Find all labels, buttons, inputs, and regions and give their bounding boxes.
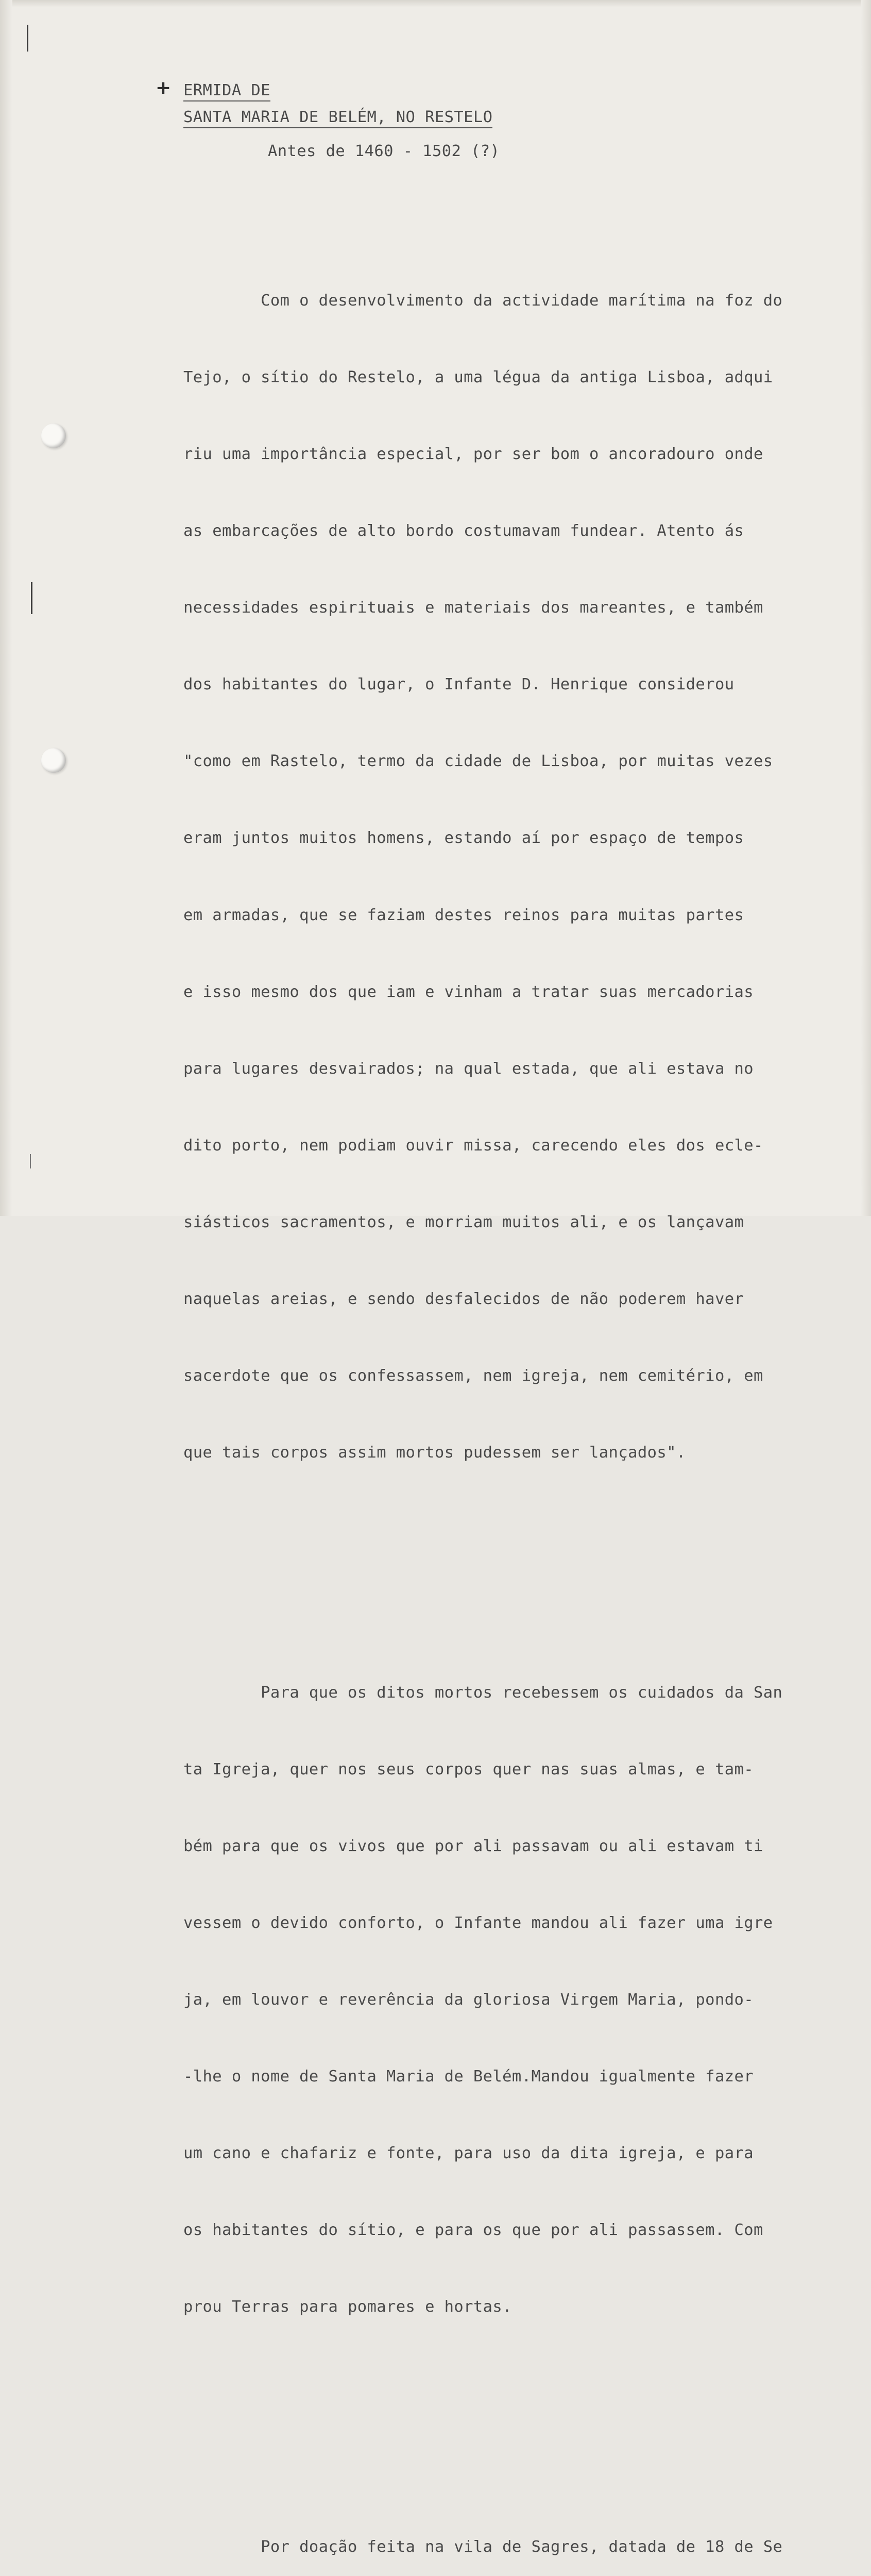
paragraph-1 <box>183 236 853 1517</box>
title-line-1-text: ERMIDA DE <box>183 81 270 101</box>
text-line: Por doação feita na vila de Sagres, datada de 18 de Se <box>183 2537 783 2556</box>
text-line: eram juntos muitos homens, estando aí por espaço de tempos <box>183 829 744 848</box>
text-line: naquelas areias, e sendo desfalecidos de não poderem haver <box>183 1290 744 1309</box>
punch-hole <box>41 423 66 448</box>
text-line: os habitantes do sítio, e para os que por ali passassem. Com <box>183 2221 763 2240</box>
text-line: riu uma importância especial, por ser bom o ancoradouro onde <box>183 445 763 463</box>
text-line: ja, em louvor e reverência da gloriosa Virgem Maria, pondo- <box>183 1990 754 2009</box>
text-line: bém para que os vivos que por ali passavam ou ali estavam ti <box>183 1837 763 1855</box>
body-text <box>183 185 853 2576</box>
text-line: siásticos sacramentos, e morriam muitos ali, e os lançavam <box>183 1213 744 1231</box>
text-line: -lhe o nome de Santa Maria de Belém.Mandou igualmente fazer <box>183 2067 754 2086</box>
date-range: Antes de 1460 - 1502 (?) <box>268 142 500 160</box>
text-line: Para que os ditos mortos recebessem os cuidados da San <box>183 1683 783 1702</box>
text-line: e isso mesmo dos que iam e vinham a tratar suas mercadorias <box>183 982 754 1001</box>
margin-mark <box>27 25 28 52</box>
text-line: dito porto, nem podiam ouvir missa, carecendo eles dos ecle- <box>183 1136 763 1155</box>
text-line: sacerdote que os confessassem, nem igreja, nem cemitério, em <box>183 1367 763 1385</box>
paragraph-3 <box>183 2483 853 2576</box>
text-line: prou Terras para pomares e hortas. <box>183 2298 512 2316</box>
punch-hole <box>41 748 66 773</box>
paragraph-2 <box>183 1629 853 2371</box>
text-line: um cano e chafariz e fonte, para uso da dita igreja, e para <box>183 2144 754 2163</box>
text-line: Tejo, o sítio do Restelo, a uma légua da antiga Lisboa, adqui <box>183 368 773 386</box>
page-right-edge <box>861 0 871 1216</box>
text-line: dos habitantes do lugar, o Infante D. Henrique considerou <box>183 675 735 694</box>
text-line: para lugares desvairados; na qual estada, que ali estava no <box>183 1059 754 1078</box>
page-left-edge <box>0 0 12 1216</box>
title-line-2-text: SANTA MARIA DE BELÉM, NO RESTELO <box>183 108 492 128</box>
title-line-1 <box>183 81 270 99</box>
title-line-2 <box>183 108 492 126</box>
paragraph-gap <box>183 2422 853 2432</box>
text-line: "como em Rastelo, termo da cidade de Lisboa, por muitas vezes <box>183 752 773 771</box>
paragraph-gap <box>183 1568 853 1578</box>
cross-mark: + <box>156 77 172 98</box>
text-line: Com o desenvolvimento da actividade marítima na foz do <box>183 291 783 310</box>
page-top-edge <box>0 0 871 7</box>
margin-mark <box>31 582 32 614</box>
text-line: necessidades espirituais e materiais dos mareantes, e também <box>183 599 763 617</box>
text-line: ta Igreja, quer nos seus corpos quer nas suas almas, e tam- <box>183 1760 754 1778</box>
text-line: vessem o devido conforto, o Infante mandou ali fazer uma igre <box>183 1913 773 1932</box>
margin-mark <box>30 1154 31 1168</box>
text-line: em armadas, que se faziam destes reinos para muitas partes <box>183 906 744 924</box>
text-line: as embarcações de alto bordo costumavam fundear. Atento ás <box>183 522 744 540</box>
text-line: que tais corpos assim mortos pudessem ser lançados". <box>183 1444 686 1462</box>
